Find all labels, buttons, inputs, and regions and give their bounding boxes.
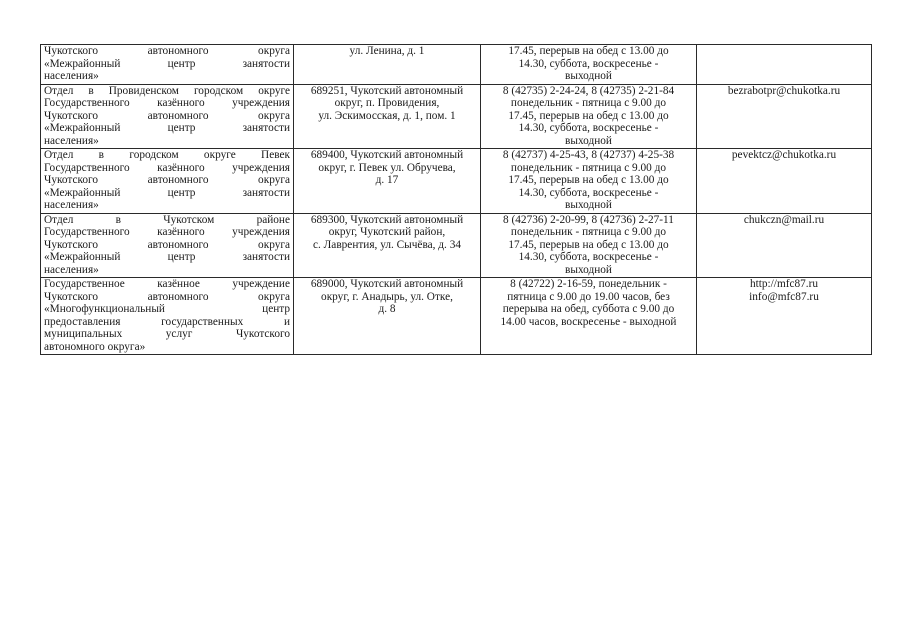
- organization-line: населения»: [44, 134, 99, 147]
- organization-line: «Межрайонный центр занятости: [44, 122, 290, 134]
- address-cell: [294, 149, 481, 214]
- phone-hours-line: 8 (42737) 4-25-43, 8 (42737) 4-25-38: [502, 149, 675, 161]
- address-line: 689400, Чукотский автономный: [310, 149, 464, 161]
- address-cell: [294, 45, 481, 85]
- phone-hours-line: 14.30, суббота, воскресенье -: [518, 122, 659, 134]
- phone-hours-line: 8 (42736) 2-20-99, 8 (42736) 2-27-11: [503, 213, 674, 226]
- organization-cell: [41, 84, 294, 149]
- address-line: 689251, Чукотский автономный: [310, 84, 464, 97]
- phone-hours-line: 8 (42722) 2-16-59, понедельник -: [510, 278, 667, 290]
- organization-line: «Межрайонный центр занятости: [44, 186, 290, 199]
- email-cell: [697, 149, 872, 214]
- phone-hours-line: выходной: [565, 263, 612, 276]
- email-cell: [697, 278, 872, 355]
- organization-line: населения»: [44, 199, 99, 211]
- phone-hours-line: пятница с 9.00 до 19.00 часов, без: [507, 290, 670, 303]
- phone-hours-cell: [481, 149, 697, 214]
- table-body: [41, 45, 872, 355]
- email-cell: [697, 213, 872, 278]
- address-line: ул. Эскимосская, д. 1, пом. 1: [318, 109, 456, 122]
- organization-line: Государственного казённого учреждения: [44, 97, 290, 109]
- phone-hours-line: понедельник - пятница с 9.00 до: [510, 97, 667, 109]
- address-line: ул. Ленина, д. 1: [349, 45, 425, 57]
- email-link[interactable]: pevektcz@chukotka.ru: [731, 149, 837, 161]
- email-cell: [697, 84, 872, 149]
- table-row: [41, 213, 872, 278]
- organization-line: муниципальных услуг Чукотского: [44, 328, 290, 340]
- phone-hours-line: 14.00 часов, воскресенье - выходной: [500, 315, 677, 328]
- address-line: округ, Чукотский район,: [328, 226, 446, 238]
- email-link[interactable]: http://mfc87.ru: [749, 278, 819, 290]
- phone-hours-cell: [481, 213, 697, 278]
- phone-hours-line: 17.45, перерыв на обед с 13.00 до: [508, 174, 669, 186]
- phone-hours-line: понедельник - пятница с 9.00 до: [510, 226, 667, 238]
- address-cell: [294, 213, 481, 278]
- organization-line: Отдел в городском округе Певек: [44, 149, 290, 161]
- organization-cell: [41, 213, 294, 278]
- address-line: округ, п. Провидения,: [334, 97, 440, 109]
- organization-line: Чукотского автономного округа: [44, 238, 290, 251]
- organization-line: населения»: [44, 263, 99, 276]
- phone-hours-line: 14.30, суббота, воскресенье -: [518, 57, 659, 70]
- organization-cell: [41, 149, 294, 214]
- organization-line: «Многофункциональный центр: [44, 303, 290, 315]
- address-line: округ, г. Анадырь, ул. Отке,: [321, 290, 453, 303]
- organization-line: Чукотского автономного округа: [44, 109, 290, 122]
- organization-cell: [41, 45, 294, 85]
- phone-hours-line: выходной: [565, 199, 612, 211]
- organization-line: населения»: [44, 70, 99, 82]
- phone-hours-line: 14.30, суббота, воскресенье -: [518, 251, 659, 263]
- organization-line: автономного округа»: [44, 340, 146, 353]
- organization-line: Чукотского автономного округа: [44, 45, 290, 57]
- address-line: д. 17: [375, 174, 399, 186]
- organization-line: Государственного казённого учреждения: [44, 226, 290, 238]
- phone-hours-line: 17.45, перерыв на обед с 13.00 до: [508, 238, 669, 251]
- organization-line: Чукотского автономного округа: [44, 174, 290, 186]
- phone-hours-line: 8 (42735) 2-24-24, 8 (42735) 2-21-84: [502, 84, 675, 97]
- address-line: д. 8: [378, 303, 396, 315]
- phone-hours-line: выходной: [565, 70, 612, 82]
- email-link[interactable]: info@mfc87.ru: [749, 290, 819, 303]
- phone-hours-cell: [481, 84, 697, 149]
- organization-line: предоставления государственных и: [44, 315, 290, 328]
- table-row: [41, 149, 872, 214]
- table-row: [41, 278, 872, 355]
- email-link[interactable]: chukczn@mail.ru: [743, 213, 825, 226]
- phone-hours-line: 17.45, перерыв на обед с 13.00 до: [508, 45, 669, 57]
- address-line: округ, г. Певек ул. Обручева,: [318, 161, 456, 174]
- phone-hours-line: выходной: [565, 134, 612, 147]
- address-line: 689300, Чукотский автономный: [310, 213, 464, 226]
- table-row: [41, 45, 872, 85]
- contacts-table: [40, 44, 872, 355]
- organization-line: «Межрайонный центр занятости: [44, 57, 290, 70]
- phone-hours-cell: [481, 278, 697, 355]
- organization-line: «Межрайонный центр занятости: [44, 251, 290, 263]
- phone-hours-cell: [481, 45, 697, 85]
- table-row: [41, 84, 872, 149]
- organization-line: Отдел в Чукотском районе: [44, 213, 290, 226]
- phone-hours-line: понедельник - пятница с 9.00 до: [510, 161, 667, 174]
- organization-line: Государственного казённого учреждения: [44, 161, 290, 174]
- address-line: 689000, Чукотский автономный: [310, 278, 464, 290]
- address-cell: [294, 278, 481, 355]
- email-cell: [697, 45, 872, 85]
- address-cell: [294, 84, 481, 149]
- address-line: с. Лаврентия, ул. Сычёва, д. 34: [312, 238, 461, 251]
- phone-hours-line: 17.45, перерыв на обед с 13.00 до: [508, 109, 669, 122]
- organization-cell: [41, 278, 294, 355]
- phone-hours-line: 14.30, суббота, воскресенье -: [518, 186, 659, 199]
- organization-line: Отдел в Провиденском городском округе: [44, 84, 290, 97]
- organization-line: Чукотского автономного округа: [44, 290, 290, 303]
- phone-hours-line: перерыва на обед, суббота с 9.00 до: [502, 303, 675, 315]
- email-link[interactable]: bezrabotpr@chukotka.ru: [727, 84, 841, 97]
- organization-line: Государственное казённое учреждение: [44, 278, 290, 290]
